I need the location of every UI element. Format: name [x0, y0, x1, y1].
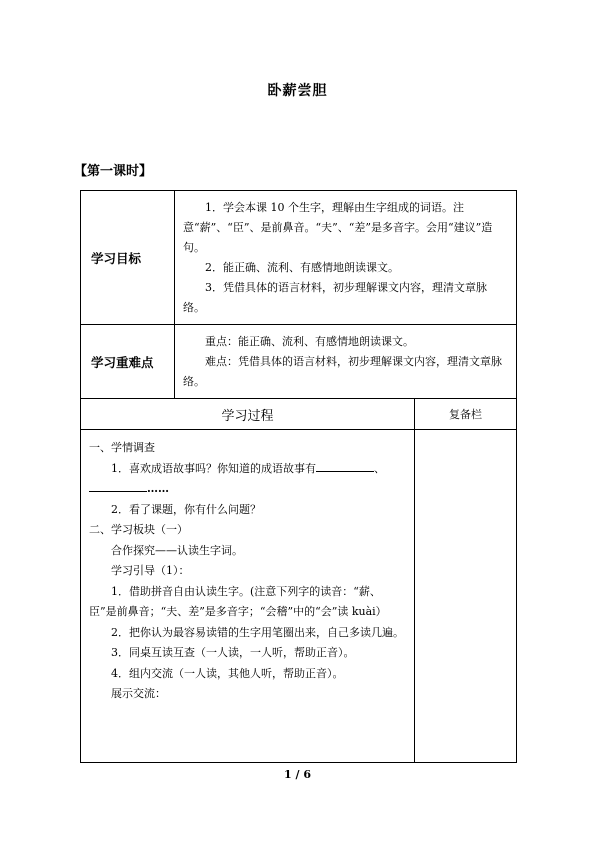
key-points-row — [81, 325, 517, 399]
lesson-plan-table — [80, 190, 517, 763]
survey-question-1: 1．喜欢成语故事吗？你知道的成语故事有 、 — [89, 459, 406, 480]
survey-title: 一、学情调查 — [89, 441, 155, 454]
guide-step-3: 3．同桌互读互查（一人读，一人听，帮助正音）。 — [111, 646, 355, 659]
process-content — [81, 430, 415, 763]
section-heading: 【第一课时】 — [74, 164, 153, 179]
guide-step-4: 4．组内交流（一人读，其他人听，帮助正音）。 — [111, 666, 344, 680]
show-exchange: 展示交流： — [111, 687, 166, 700]
guide-label: 学习引导（1）： — [111, 564, 190, 577]
block-one-title: 二、学习板块（一） — [89, 523, 188, 536]
key-point-item: 重点：能正确、流利、有感情地朗读课文。 — [205, 335, 414, 348]
guide-step-1: 1．借助拼音自由认读生字。(注意下列字的读音：“薪、臣”是前鼻音；“夫、差”是多音字；“会稽”中的“会”读 kuài） — [89, 584, 387, 618]
process-header: 学习过程 — [81, 399, 415, 430]
process-header-row — [81, 399, 517, 430]
objective-item: 3．凭借具体的语言材料，初步理解课文内容，理清文章脉络。 — [183, 281, 487, 314]
survey-question-2: 2．看了课题，你有什么问题？ — [111, 502, 261, 516]
document-title: 卧薪尝胆 — [267, 83, 328, 99]
objective-item: 1．学会本课 10 个生字，理解由生字组成的词语。注意“薪”、“臣”、是前鼻音。“夫”、“差”是多音字。会用“建议”造句。 — [183, 201, 493, 254]
key-points-label: 学习重难点 — [81, 325, 175, 399]
key-point-item: 难点：凭借具体的语言材料，初步理解课文内容，理清文章脉络。 — [183, 355, 502, 388]
objective-item: 2．能正确、流利、有感情地朗读课文。 — [205, 261, 399, 274]
objectives-label: 学习目标 — [81, 191, 175, 325]
survey-question-1-cont: …… — [89, 479, 406, 500]
key-points-content — [175, 325, 517, 399]
guide-step-2: 2．把你认为最容易读错的生字用笔圈出来，自己多读几遍。 — [111, 625, 404, 639]
page-number: 1 / 6 — [284, 768, 311, 781]
notes-header: 复备栏 — [415, 399, 517, 430]
process-body-row — [81, 430, 517, 763]
objectives-content — [175, 191, 517, 325]
objectives-row — [81, 191, 517, 325]
answer-blank — [89, 479, 147, 492]
block-one-subtitle: 合作探究——认读生字词。 — [111, 543, 243, 557]
notes-column — [415, 430, 517, 763]
answer-blank — [316, 459, 374, 472]
